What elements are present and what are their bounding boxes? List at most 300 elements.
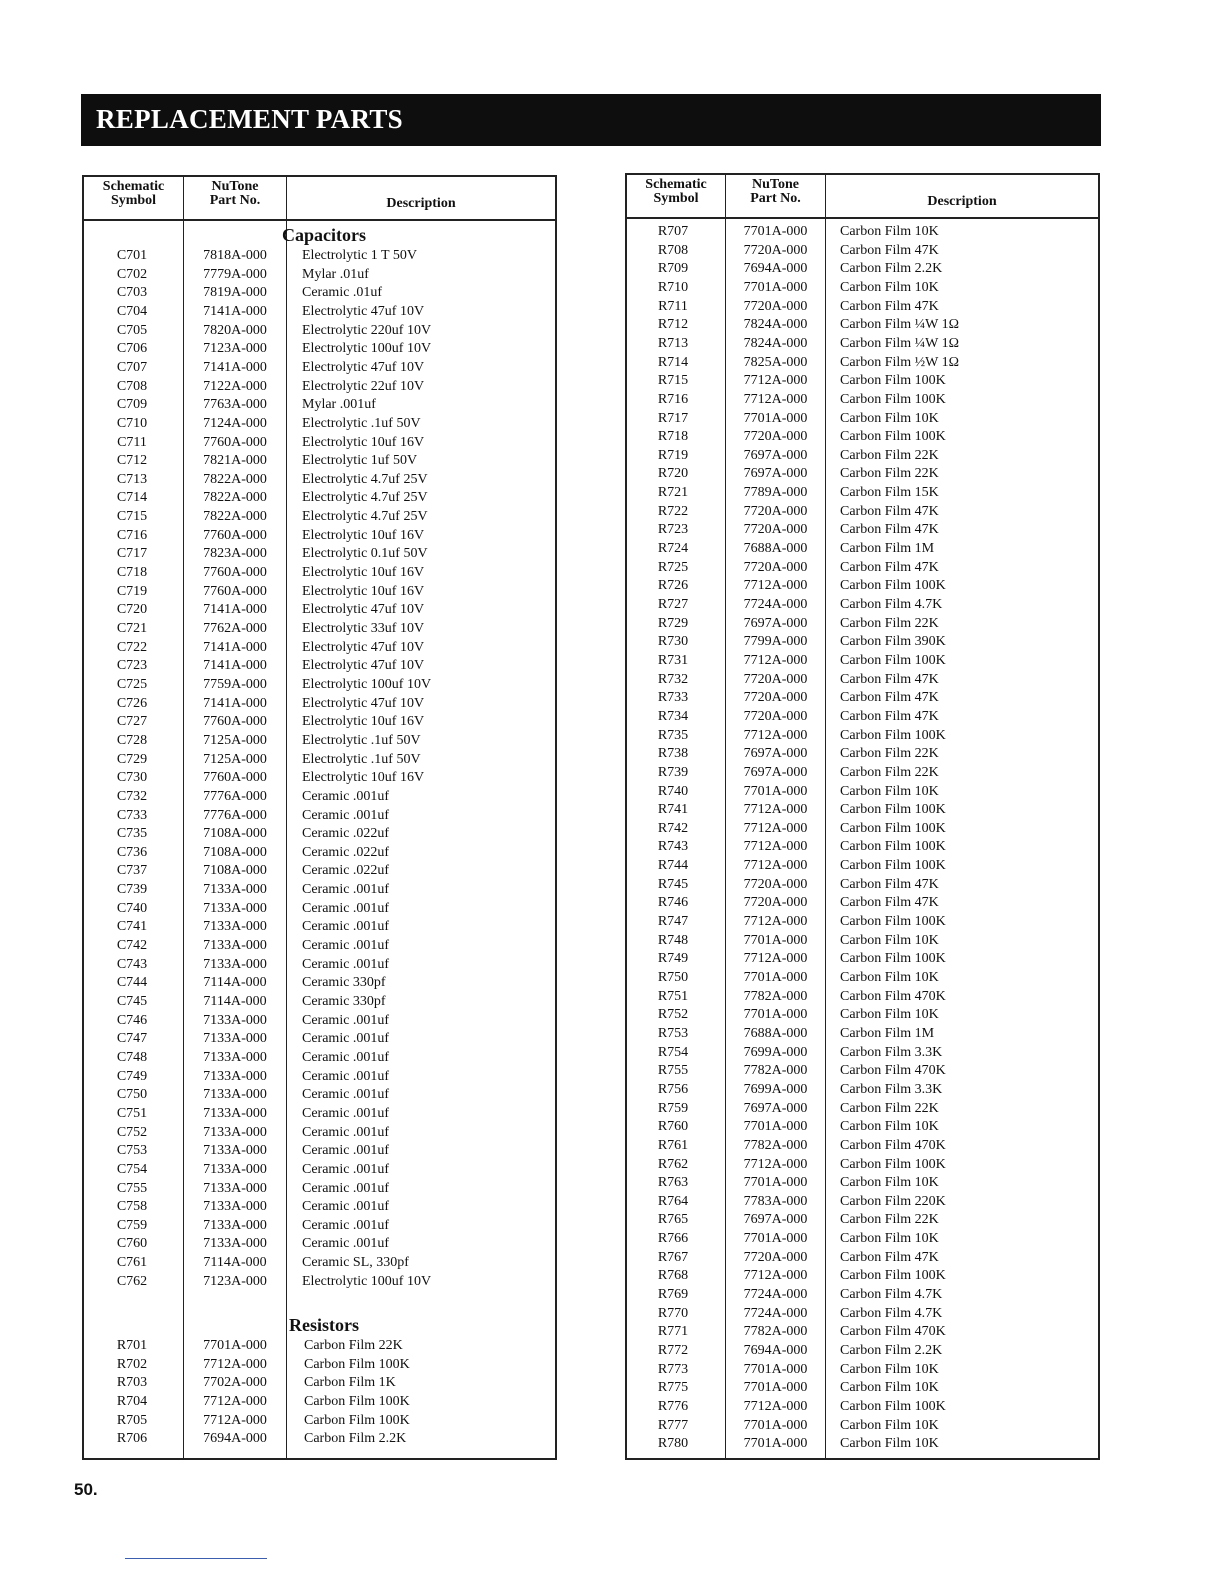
symbol-cell: C720 xyxy=(116,602,148,618)
part-number-cell: 7697A-000 xyxy=(743,447,808,463)
description-cell: Electrolytic 100uf 10V xyxy=(302,1273,432,1289)
symbol-cell: R756 xyxy=(657,1081,689,1097)
description-cell: Carbon Film 100K xyxy=(840,429,946,445)
part-number-cell: 7123A-000 xyxy=(203,341,267,357)
description-cell: Electrolytic 10uf 16V xyxy=(302,434,425,450)
table-row xyxy=(84,527,555,545)
symbol-cell: C727 xyxy=(116,714,148,730)
part-number-cell: 7701A-000 xyxy=(743,1175,808,1191)
description-cell: Carbon Film 10K xyxy=(840,1007,939,1023)
symbol-cell: C753 xyxy=(116,1143,148,1159)
description-cell: Carbon Film 3.3K xyxy=(840,1081,943,1097)
description-cell: Ceramic .001uf xyxy=(302,807,390,823)
table-row xyxy=(84,1374,555,1392)
description-cell: Carbon Film 100K xyxy=(840,1398,946,1414)
symbol-cell: R710 xyxy=(657,279,689,295)
part-number-cell: 7124A-000 xyxy=(203,415,267,431)
table-row xyxy=(627,1435,1098,1453)
description-cell: Ceramic 330pf xyxy=(302,994,386,1009)
description-cell: Carbon Film 47K xyxy=(840,876,939,892)
table-row xyxy=(627,783,1098,801)
part-number-cell: 7133A-000 xyxy=(203,1049,267,1065)
part-number-cell: 7125A-000 xyxy=(203,732,267,748)
table-row xyxy=(84,1012,555,1030)
header-part: NuTone Part No. xyxy=(209,179,261,208)
section-resistors: Resistors xyxy=(289,1315,359,1335)
page-title: REPLACEMENT PARTS xyxy=(96,104,403,134)
table-row xyxy=(84,303,555,321)
table-row xyxy=(84,1356,555,1374)
symbol-cell: C741 xyxy=(116,919,148,935)
description-cell: Carbon Film 4.7K xyxy=(840,1305,943,1321)
symbol-cell: R731 xyxy=(657,652,689,668)
part-number-cell: 7133A-000 xyxy=(203,1012,267,1028)
description-cell: Carbon Film 10K xyxy=(840,970,939,985)
description-cell: Electrolytic 4.7uf 25V xyxy=(302,471,428,487)
part-number-cell: 7720A-000 xyxy=(743,298,808,314)
symbol-cell: R777 xyxy=(657,1417,689,1433)
description-cell: Carbon Film 22K xyxy=(840,447,939,463)
part-number-cell: 7694A-000 xyxy=(743,261,808,277)
part-number-cell: 7108A-000 xyxy=(203,863,267,879)
description-cell: Electrolytic 33uf 10V xyxy=(302,621,425,636)
table-row xyxy=(84,862,555,880)
part-number-cell: 7694A-000 xyxy=(203,1431,267,1447)
part-number-cell: 7712A-000 xyxy=(743,802,808,818)
table-row xyxy=(84,918,555,936)
table-row xyxy=(627,1342,1098,1360)
description-cell: Carbon Film 100K xyxy=(304,1356,410,1372)
part-number-cell: 7133A-000 xyxy=(203,1031,267,1047)
description-cell: Carbon Film ½W 1Ω xyxy=(840,354,960,370)
description-cell: Electrolytic 4.7uf 25V xyxy=(302,490,428,506)
table-row xyxy=(84,1161,555,1179)
part-number-cell: 7701A-000 xyxy=(743,1007,808,1023)
part-number-cell: 7712A-000 xyxy=(743,820,808,836)
part-number-cell: 7822A-000 xyxy=(203,490,267,506)
description-cell: Ceramic .022uf xyxy=(302,844,390,860)
table-row xyxy=(84,322,555,340)
table-row xyxy=(84,788,555,806)
table-row xyxy=(627,1361,1098,1379)
table-row xyxy=(627,1249,1098,1267)
symbol-cell: R741 xyxy=(657,802,689,818)
symbol-cell: R770 xyxy=(657,1305,689,1321)
table-row xyxy=(84,564,555,582)
symbol-cell: C703 xyxy=(116,285,148,301)
part-number-cell: 7712A-000 xyxy=(743,1156,808,1172)
part-number-cell: 7776A-000 xyxy=(203,807,267,823)
table-row xyxy=(84,937,555,955)
description-cell: Carbon Film 100K xyxy=(840,951,946,967)
description-cell: Electrolytic 47uf 10V xyxy=(302,359,425,375)
description-cell: Carbon Film 390K xyxy=(840,634,946,650)
table-row xyxy=(627,1305,1098,1323)
part-number-cell: 7712A-000 xyxy=(743,951,808,967)
description-cell: Ceramic .001uf xyxy=(302,900,390,916)
symbol-cell: R739 xyxy=(657,764,689,780)
symbol-cell: R759 xyxy=(657,1100,689,1116)
part-number-cell: 7141A-000 xyxy=(203,303,267,319)
description-cell: Ceramic .001uf xyxy=(302,1049,390,1065)
symbol-cell: C762 xyxy=(116,1273,148,1289)
symbol-cell: C722 xyxy=(116,639,148,655)
symbol-cell: R744 xyxy=(657,858,689,874)
part-number-cell: 7701A-000 xyxy=(743,1417,808,1433)
table-row xyxy=(627,298,1098,316)
part-number-cell: 7720A-000 xyxy=(743,895,808,911)
table-row xyxy=(627,410,1098,428)
symbol-cell: R706 xyxy=(116,1431,148,1447)
part-number-cell: 7133A-000 xyxy=(203,1161,267,1177)
symbol-cell: C760 xyxy=(116,1236,148,1252)
description-cell: Electrolytic 0.1uf 50V xyxy=(302,546,428,562)
part-number-cell: 7133A-000 xyxy=(203,938,267,954)
table-row xyxy=(627,1174,1098,1192)
table-row xyxy=(84,1254,555,1272)
description-cell: Ceramic .01uf xyxy=(302,285,383,301)
part-number-cell: 7701A-000 xyxy=(743,1380,808,1396)
table-row xyxy=(627,1100,1098,1118)
part-number-cell: 7701A-000 xyxy=(743,224,808,239)
table-row xyxy=(627,838,1098,856)
description-cell: Carbon Film ¼W 1Ω xyxy=(840,317,960,333)
table-row xyxy=(627,1006,1098,1024)
symbol-cell: R715 xyxy=(657,373,689,389)
part-number-cell: 7141A-000 xyxy=(203,602,267,618)
header-symbol: Schematic Symbol xyxy=(645,177,707,206)
description-cell: Ceramic .001uf xyxy=(302,1143,390,1159)
symbol-cell: R718 xyxy=(657,429,689,445)
symbol-cell: R714 xyxy=(657,354,689,370)
table-row xyxy=(627,652,1098,670)
part-number-cell: 7782A-000 xyxy=(743,1063,808,1079)
table-header xyxy=(84,177,555,221)
symbol-cell: R740 xyxy=(657,783,689,799)
part-number-cell: 7141A-000 xyxy=(203,639,267,655)
description-cell: Carbon Film 1M xyxy=(840,1025,935,1041)
description-cell: Carbon Film 4.7K xyxy=(840,597,943,612)
header-symbol: Schematic Symbol xyxy=(102,179,165,208)
description-cell: Ceramic .022uf xyxy=(302,863,390,879)
page-number: 50. xyxy=(74,1480,98,1499)
symbol-cell: C725 xyxy=(116,676,148,692)
description-cell: Carbon Film 100K xyxy=(840,578,946,594)
description-cell: Carbon Film 100K xyxy=(304,1393,410,1409)
table-row xyxy=(84,396,555,414)
symbol-cell: R709 xyxy=(657,261,689,277)
part-number-cell: 7760A-000 xyxy=(203,583,267,599)
part-number-cell: 7133A-000 xyxy=(203,1068,267,1084)
header-description: Description xyxy=(386,196,456,211)
header-description: Description xyxy=(927,194,997,209)
description-cell: Carbon Film 22K xyxy=(840,466,939,482)
part-number-cell: 7712A-000 xyxy=(743,391,808,407)
table-row xyxy=(84,1068,555,1086)
part-number-cell: 7760A-000 xyxy=(203,434,267,450)
symbol-cell: R725 xyxy=(657,559,689,575)
symbol-cell: R704 xyxy=(116,1393,148,1409)
table-row xyxy=(84,1412,555,1430)
part-number-cell: 7724A-000 xyxy=(743,1305,808,1321)
symbol-cell: R764 xyxy=(657,1193,689,1209)
table-row xyxy=(627,727,1098,745)
part-number-cell: 7720A-000 xyxy=(743,1249,808,1265)
symbol-cell: R752 xyxy=(657,1007,689,1023)
symbol-cell: C733 xyxy=(116,807,148,823)
table-row xyxy=(627,540,1098,558)
part-number-cell: 7701A-000 xyxy=(203,1338,267,1353)
symbol-cell: C707 xyxy=(116,359,148,375)
symbol-cell: C713 xyxy=(116,471,148,487)
part-number-cell: 7724A-000 xyxy=(743,1287,808,1303)
symbol-cell: R730 xyxy=(657,634,689,650)
description-cell: Carbon Film 100K xyxy=(840,391,946,407)
description-cell: Carbon Film 10K xyxy=(840,279,939,295)
part-number-cell: 7760A-000 xyxy=(203,527,267,543)
symbol-cell: C710 xyxy=(116,415,148,431)
symbol-cell: R775 xyxy=(657,1380,689,1396)
part-number-cell: 7701A-000 xyxy=(743,410,808,426)
description-cell: Carbon Film 100K xyxy=(840,373,946,389)
table-row xyxy=(84,732,555,750)
table-row xyxy=(627,1211,1098,1229)
part-number-cell: 7701A-000 xyxy=(743,1119,808,1135)
description-cell: Carbon Film 2.2K xyxy=(840,1343,943,1358)
part-number-cell: 7824A-000 xyxy=(743,317,808,333)
part-number-cell: 7697A-000 xyxy=(743,1212,808,1228)
symbol-cell: R745 xyxy=(657,876,689,892)
description-cell: Carbon Film 470K xyxy=(840,988,946,1004)
table-row xyxy=(84,1180,555,1198)
table-row xyxy=(84,1430,555,1448)
table-row xyxy=(627,745,1098,763)
part-number-cell: 7825A-000 xyxy=(743,354,808,370)
description-cell: Ceramic .001uf xyxy=(302,1031,390,1047)
part-number-cell: 7823A-000 xyxy=(203,546,267,562)
part-number-cell: 7760A-000 xyxy=(203,770,267,786)
symbol-cell: R768 xyxy=(657,1268,689,1284)
part-number-cell: 7712A-000 xyxy=(743,373,808,389)
table-row xyxy=(84,1124,555,1142)
symbol-cell: R750 xyxy=(657,970,689,985)
symbol-cell: C735 xyxy=(116,826,148,842)
symbol-cell: C736 xyxy=(116,844,148,860)
symbol-cell: C728 xyxy=(116,732,148,748)
table-row xyxy=(84,620,555,638)
description-cell: Carbon Film 470K xyxy=(840,1324,946,1340)
description-cell: Carbon Film 100K xyxy=(840,1156,946,1172)
table-row xyxy=(627,1267,1098,1285)
symbol-cell: C729 xyxy=(116,751,148,767)
symbol-cell: C747 xyxy=(116,1031,148,1047)
table-row xyxy=(84,434,555,452)
part-number-cell: 7760A-000 xyxy=(203,565,267,581)
description-cell: Carbon Film 10K xyxy=(840,1175,939,1191)
part-number-cell: 7697A-000 xyxy=(743,466,808,482)
table-row xyxy=(84,452,555,470)
symbol-cell: R723 xyxy=(657,522,689,538)
table-row xyxy=(84,1105,555,1123)
table-row xyxy=(627,1193,1098,1211)
table-row xyxy=(627,894,1098,912)
description-cell: Carbon Film 22K xyxy=(840,1100,939,1116)
symbol-cell: R765 xyxy=(657,1212,689,1228)
table-row xyxy=(627,223,1098,241)
part-number-cell: 7108A-000 xyxy=(203,844,267,860)
symbol-cell: C745 xyxy=(116,994,148,1009)
table-row xyxy=(627,1044,1098,1062)
table-row xyxy=(627,335,1098,353)
part-number-cell: 7760A-000 xyxy=(203,714,267,730)
symbol-cell: C730 xyxy=(116,770,148,786)
table-row xyxy=(627,559,1098,577)
table-row xyxy=(627,1230,1098,1248)
table-row xyxy=(84,359,555,377)
part-number-cell: 7697A-000 xyxy=(743,746,808,762)
part-number-cell: 7125A-000 xyxy=(203,751,267,767)
table-row xyxy=(84,1142,555,1160)
description-cell: Carbon Film 10K xyxy=(840,932,939,948)
part-number-cell: 7782A-000 xyxy=(743,988,808,1004)
part-number-cell: 7712A-000 xyxy=(743,1398,808,1414)
part-number-cell: 7114A-000 xyxy=(203,1255,267,1271)
description-cell: Carbon Film 10K xyxy=(840,1361,939,1377)
symbol-cell: R766 xyxy=(657,1231,689,1247)
symbol-cell: C759 xyxy=(116,1217,148,1233)
table-row xyxy=(84,508,555,526)
part-number-cell: 7133A-000 xyxy=(203,900,267,916)
description-cell: Carbon Film 47K xyxy=(840,708,939,724)
description-cell: Carbon Film 100K xyxy=(840,820,946,836)
symbol-cell: R747 xyxy=(657,914,689,930)
table-header xyxy=(627,175,1098,219)
table-row xyxy=(627,484,1098,502)
description-cell: Carbon Film 10K xyxy=(840,783,939,799)
description-cell: Carbon Film 10K xyxy=(840,224,939,239)
symbol-cell: C737 xyxy=(116,863,148,879)
description-cell: Ceramic .001uf xyxy=(302,1161,390,1177)
part-number-cell: 7712A-000 xyxy=(743,914,808,930)
part-number-cell: 7133A-000 xyxy=(203,1105,267,1121)
symbol-cell: R760 xyxy=(657,1119,689,1135)
table-row xyxy=(627,633,1098,651)
symbol-cell: R755 xyxy=(657,1063,689,1079)
part-number-cell: 7701A-000 xyxy=(743,970,808,985)
header-part: NuTone Part No. xyxy=(750,177,801,206)
part-number-cell: 7818A-000 xyxy=(203,248,267,263)
description-cell: Carbon Film 22K xyxy=(840,1212,939,1228)
part-number-cell: 7702A-000 xyxy=(203,1375,267,1391)
table-row xyxy=(627,1062,1098,1080)
symbol-cell: C743 xyxy=(116,956,148,972)
part-number-cell: 7720A-000 xyxy=(743,671,808,687)
table-row xyxy=(627,465,1098,483)
part-number-cell: 7141A-000 xyxy=(203,695,267,711)
table-row xyxy=(627,1398,1098,1416)
symbol-cell: C723 xyxy=(116,658,148,674)
description-cell: Ceramic .001uf xyxy=(302,1087,390,1103)
table-row xyxy=(84,1393,555,1411)
table-row xyxy=(84,713,555,731)
description-cell: Carbon Film 10K xyxy=(840,1119,939,1135)
table-row xyxy=(84,1337,555,1355)
table-row xyxy=(627,820,1098,838)
description-cell: Carbon Film 22K xyxy=(840,764,939,780)
part-number-cell: 7822A-000 xyxy=(203,509,267,525)
part-number-cell: 7133A-000 xyxy=(203,882,267,898)
table-row xyxy=(627,857,1098,875)
part-number-cell: 7699A-000 xyxy=(743,1044,808,1060)
part-number-cell: 7824A-000 xyxy=(743,335,808,351)
symbol-cell: C721 xyxy=(116,621,148,636)
symbol-cell: R763 xyxy=(657,1175,689,1191)
part-number-cell: 7133A-000 xyxy=(203,1199,267,1215)
description-cell: Ceramic 330pf xyxy=(302,975,386,991)
table-row xyxy=(627,503,1098,521)
symbol-cell: C732 xyxy=(116,788,148,804)
symbol-cell: C726 xyxy=(116,695,148,711)
description-cell: Electrolytic 10uf 16V xyxy=(302,583,425,599)
table-row xyxy=(627,428,1098,446)
description-cell: Carbon Film 47K xyxy=(840,298,939,314)
symbol-cell: C749 xyxy=(116,1068,148,1084)
part-number-cell: 7762A-000 xyxy=(203,621,267,636)
description-cell: Ceramic .001uf xyxy=(302,788,390,804)
description-cell: Carbon Film 1K xyxy=(304,1375,396,1391)
description-cell: Carbon Film 100K xyxy=(840,727,946,743)
part-number-cell: 7699A-000 xyxy=(743,1081,808,1097)
part-number-cell: 7123A-000 xyxy=(203,1273,267,1289)
description-cell: Electrolytic .1uf 50V xyxy=(302,751,421,767)
symbol-cell: C761 xyxy=(116,1255,148,1271)
description-cell: Carbon Film 100K xyxy=(840,914,946,930)
description-cell: Carbon Film 100K xyxy=(840,802,946,818)
symbol-cell: R712 xyxy=(657,317,689,333)
description-cell: Carbon Film 15K xyxy=(840,485,939,501)
table-row xyxy=(84,639,555,657)
table-row xyxy=(84,284,555,302)
symbol-cell: C758 xyxy=(116,1199,148,1215)
part-number-cell: 7712A-000 xyxy=(743,578,808,594)
symbol-cell: C739 xyxy=(116,882,148,898)
symbol-cell: C712 xyxy=(116,453,148,469)
table-row xyxy=(84,881,555,899)
description-cell: Carbon Film 47K xyxy=(840,559,939,575)
description-cell: Ceramic .001uf xyxy=(302,1124,390,1140)
symbol-cell: R708 xyxy=(657,242,689,258)
description-cell: Carbon Film 3.3K xyxy=(840,1044,943,1060)
symbol-cell: R711 xyxy=(658,298,688,314)
symbol-cell: R762 xyxy=(657,1156,689,1172)
part-number-cell: 7763A-000 xyxy=(203,397,267,413)
part-number-cell: 7712A-000 xyxy=(743,858,808,874)
symbol-cell: R713 xyxy=(657,335,689,351)
symbol-cell: R707 xyxy=(657,224,689,239)
table-row xyxy=(627,1137,1098,1155)
description-cell: Electrolytic 10uf 16V xyxy=(302,714,425,730)
symbol-cell: R719 xyxy=(657,447,689,463)
table-row xyxy=(627,354,1098,372)
table-row xyxy=(627,671,1098,689)
symbol-cell: R733 xyxy=(657,690,689,706)
part-number-cell: 7712A-000 xyxy=(203,1412,267,1428)
symbol-cell: R716 xyxy=(657,391,689,407)
description-cell: Carbon Film 22K xyxy=(304,1338,403,1353)
table-row xyxy=(627,1379,1098,1397)
symbol-cell: R722 xyxy=(657,503,689,519)
symbol-cell: R727 xyxy=(657,597,689,612)
